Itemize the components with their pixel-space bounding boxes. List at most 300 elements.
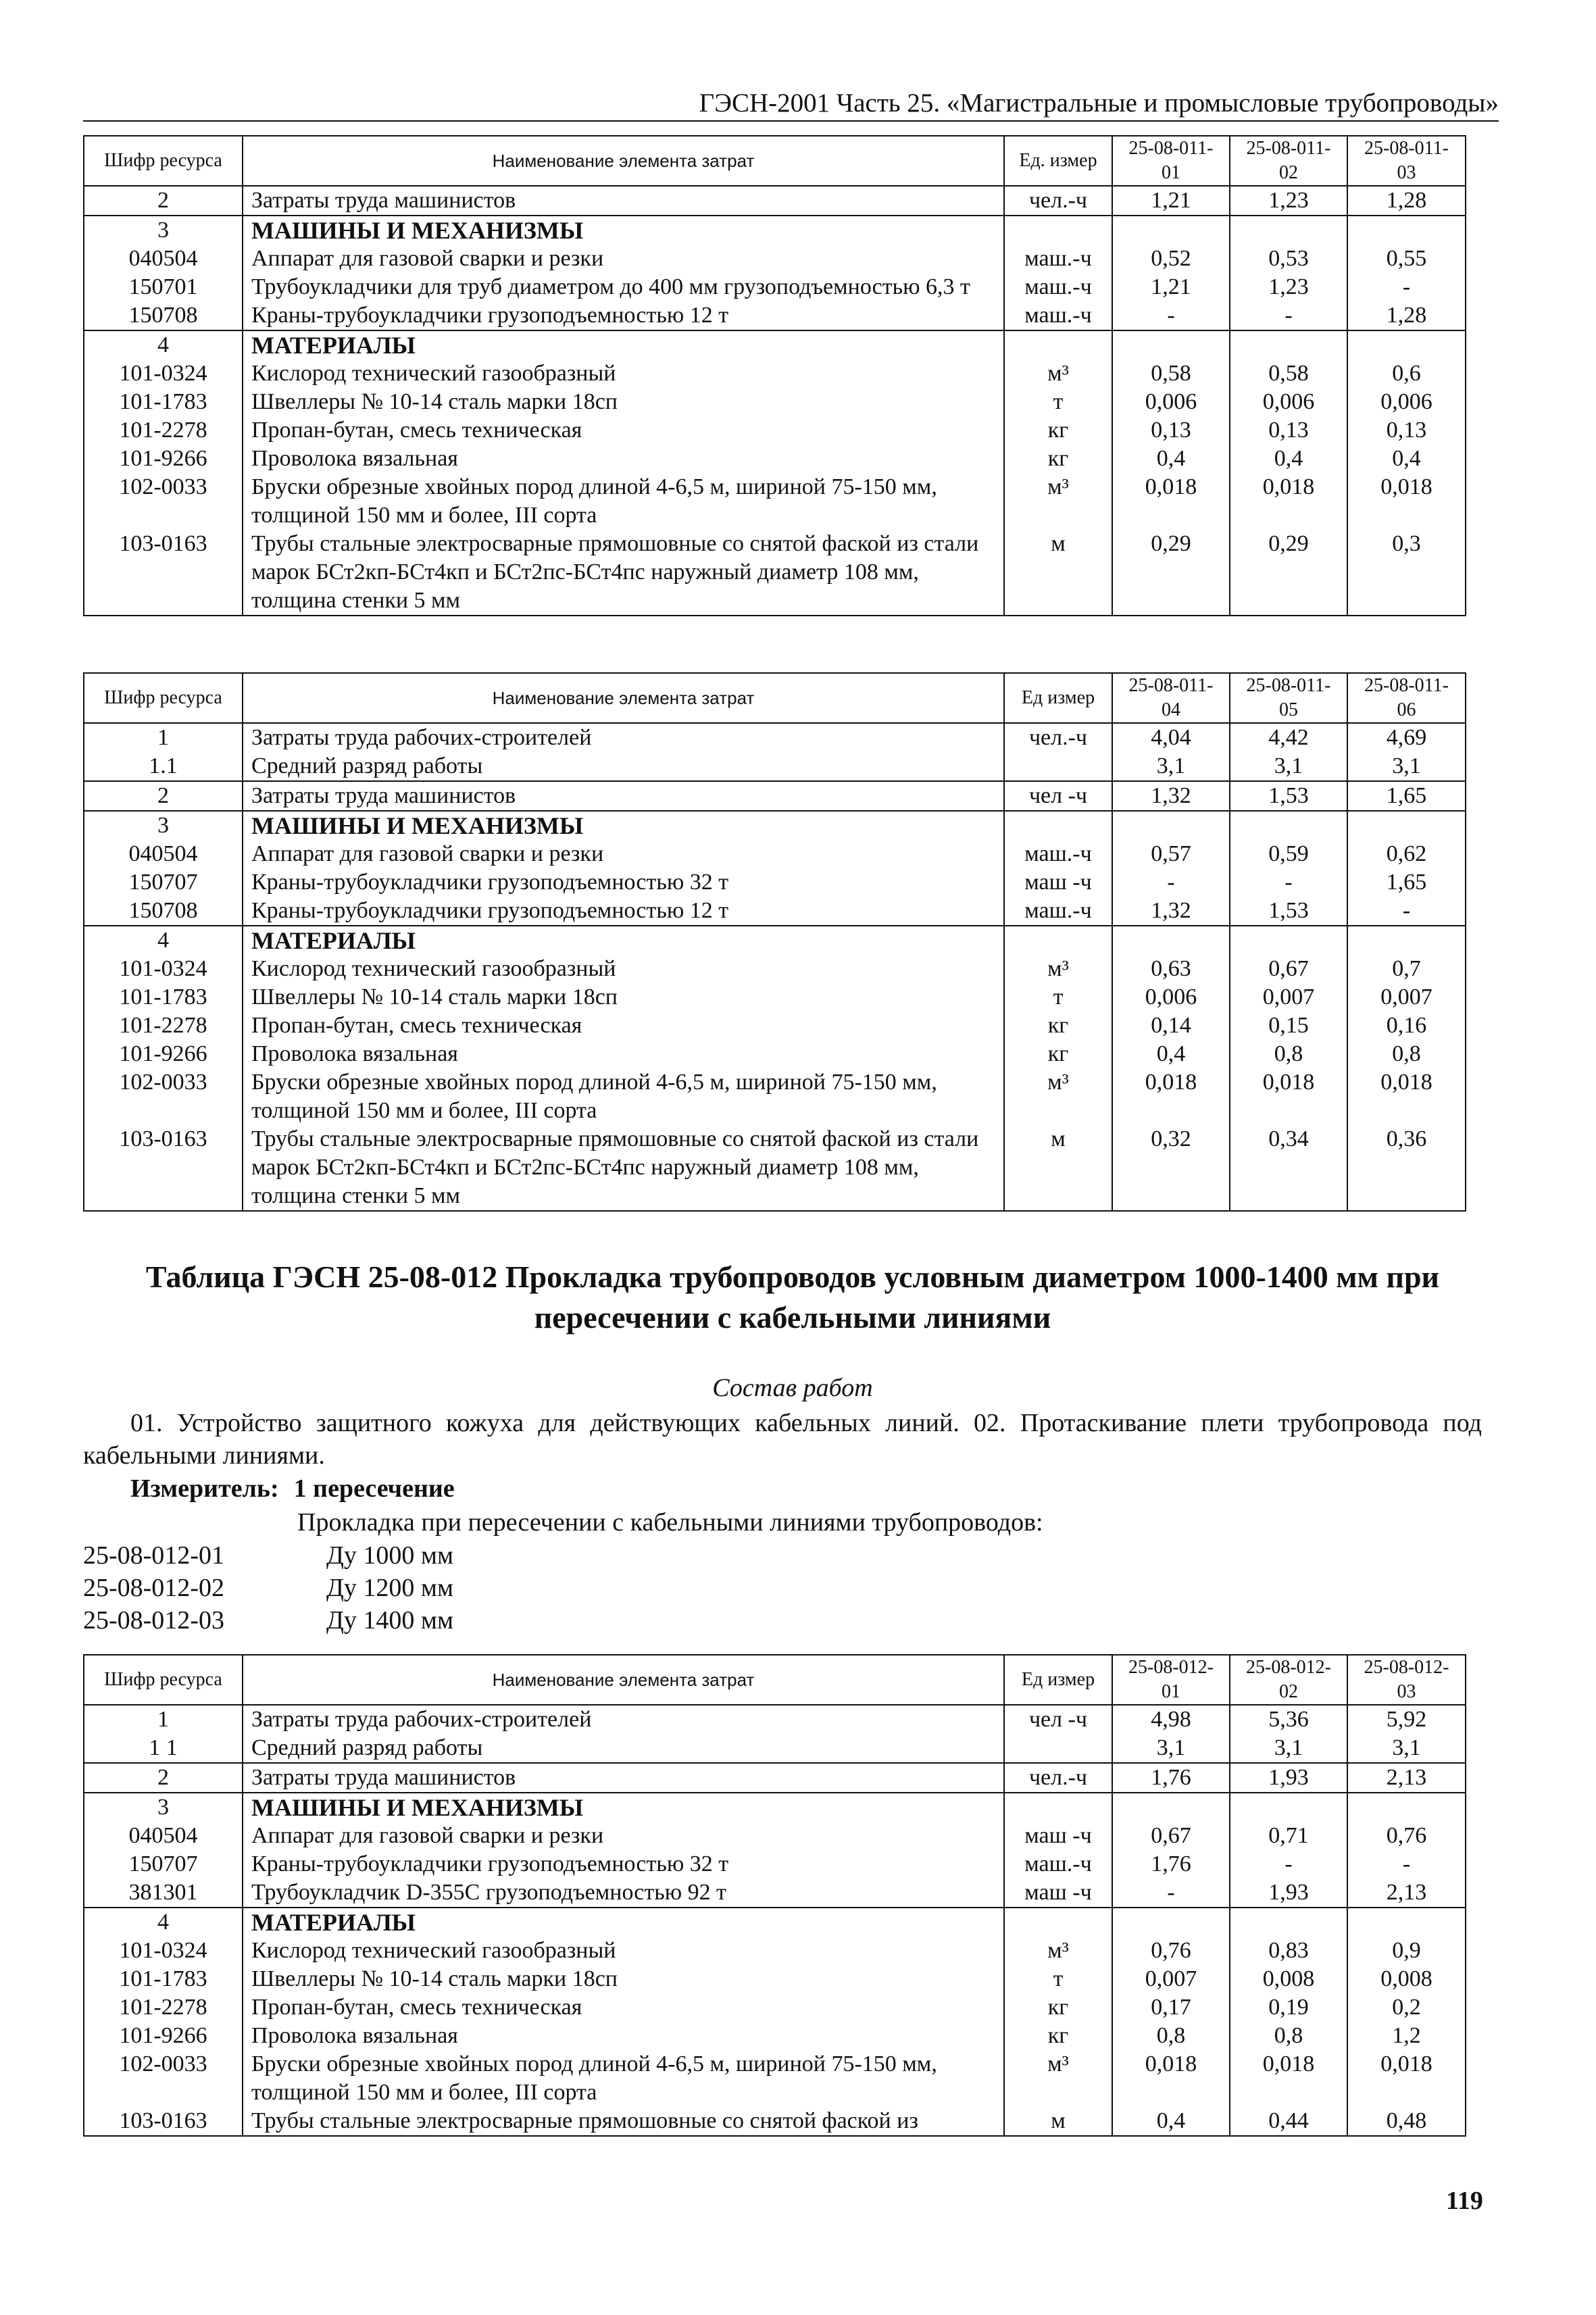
value-col-2 xyxy=(1230,926,1347,955)
table-row xyxy=(84,1763,1466,1793)
resource-name: Трубоукладчик D-355C грузоподъемностью 92 т xyxy=(243,1878,1004,1908)
resource-name: Пропан-бутан, смесь техническая xyxy=(243,416,1004,445)
table-row xyxy=(84,868,1466,897)
unit: маш -ч xyxy=(1004,1822,1112,1850)
value-col-3: 0,018 xyxy=(1347,473,1466,530)
unit xyxy=(1004,811,1112,840)
resource-name: МАШИНЫ И МЕХАНИЗМЫ xyxy=(243,1793,1004,1822)
codes-intro: Прокладка при пересечении с кабельными линиями трубопроводов: xyxy=(297,1508,1043,1537)
value-col-3: 0,6 xyxy=(1347,359,1466,388)
resource-code: 103-0163 xyxy=(84,530,243,616)
header-unit: Ед измер xyxy=(1004,1655,1112,1705)
resource-name: Швеллеры № 10-14 сталь марки 18сп xyxy=(243,388,1004,416)
resource-name: МАТЕРИАЛЫ xyxy=(243,1908,1004,1937)
value-col-2: 0,8 xyxy=(1230,2022,1347,2050)
resource-name: Краны-трубоукладчики грузоподъемностью 32 т xyxy=(243,1850,1004,1878)
table-row xyxy=(84,1012,1466,1040)
resource-name: Средний разряд работы xyxy=(243,1734,1004,1763)
table-header-row xyxy=(84,673,1466,723)
value-col-3: 1,28 xyxy=(1347,186,1466,216)
works-description: 01. Устройство защитного кожуха для действующих кабельных линий. 02. Протаскивание плети трубопровода под кабельными линиями. xyxy=(83,1409,1482,1470)
value-col-1: - xyxy=(1112,1878,1230,1908)
resource-name: Пропан-бутан, смесь техническая xyxy=(243,1012,1004,1040)
value-col-3: 3,1 xyxy=(1347,752,1466,781)
header-col-3: 25-08-012-03 xyxy=(1347,1655,1466,1705)
value-col-2: 0,4 xyxy=(1230,445,1347,473)
value-col-2: 0,13 xyxy=(1230,416,1347,445)
header-col-3: 25-08-011-06 xyxy=(1347,673,1466,723)
unit xyxy=(1004,1908,1112,1937)
unit xyxy=(1004,330,1112,359)
unit: кг xyxy=(1004,1040,1112,1068)
value-col-1: 0,006 xyxy=(1112,388,1230,416)
table-header-row xyxy=(84,136,1466,186)
unit: м xyxy=(1004,1125,1112,1211)
resource-name: Трубы стальные электросварные прямошовные со снятой фаской из стали марок БСт2кп-БСт4кп и БСт2пс-БСт4пс наружный диаметр 108 мм, толщина стенки 5 мм xyxy=(243,1125,1004,1211)
list-item xyxy=(83,1604,453,1637)
value-col-2: 0,53 xyxy=(1230,245,1347,273)
unit: чел.-ч xyxy=(1004,723,1112,752)
unit: м xyxy=(1004,2107,1112,2136)
header-name: Наименование элемента затрат xyxy=(243,136,1004,186)
table-row xyxy=(84,811,1466,840)
unit: чел.-ч xyxy=(1004,186,1112,216)
value-col-2 xyxy=(1230,216,1347,245)
value-col-1: 0,4 xyxy=(1112,2107,1230,2136)
resource-code: 102-0033 xyxy=(84,1068,243,1125)
value-col-2: 0,34 xyxy=(1230,1125,1347,1211)
resource-table-25-08-011-part1 xyxy=(83,135,1466,616)
value-col-1: 0,4 xyxy=(1112,1040,1230,1068)
resource-code: 150708 xyxy=(84,897,243,926)
unit: м xyxy=(1004,530,1112,616)
resource-code: 101-0324 xyxy=(84,955,243,983)
value-col-1: 1,21 xyxy=(1112,186,1230,216)
table-row xyxy=(84,388,1466,416)
value-col-2: 0,19 xyxy=(1230,1993,1347,2022)
value-col-3: 0,62 xyxy=(1347,840,1466,868)
value-col-2 xyxy=(1230,811,1347,840)
table-row xyxy=(84,359,1466,388)
value-col-1: 0,76 xyxy=(1112,1937,1230,1965)
value-col-1: 4,04 xyxy=(1112,723,1230,752)
table-header-row xyxy=(84,1655,1466,1705)
value-col-3: 1,65 xyxy=(1347,781,1466,811)
resource-table-25-08-012 xyxy=(83,1654,1466,2137)
value-col-1: 3,1 xyxy=(1112,752,1230,781)
unit xyxy=(1004,1793,1112,1822)
works-heading: Состав работ xyxy=(712,1374,873,1402)
resource-name: Краны-трубоукладчики грузоподъемностью 12 т xyxy=(243,301,1004,330)
resource-code: 040504 xyxy=(84,245,243,273)
unit: маш -ч xyxy=(1004,868,1112,897)
value-col-3: 2,13 xyxy=(1347,1878,1466,1908)
value-col-1: 3,1 xyxy=(1112,1734,1230,1763)
unit: м³ xyxy=(1004,473,1112,530)
table-row xyxy=(84,1878,1466,1908)
unit: маш -ч xyxy=(1004,1878,1112,1908)
resource-name: Кислород технический газообразный xyxy=(243,359,1004,388)
value-col-2 xyxy=(1230,1793,1347,1822)
resource-code: 4 xyxy=(84,926,243,955)
value-col-1: 0,13 xyxy=(1112,416,1230,445)
norm-desc: Ду 1400 мм xyxy=(326,1606,454,1635)
value-col-2: 3,1 xyxy=(1230,1734,1347,1763)
unit: м³ xyxy=(1004,955,1112,983)
unit: чел -ч xyxy=(1004,1705,1112,1734)
resource-name: Затраты труда рабочих-строителей xyxy=(243,1705,1004,1734)
value-col-3: - xyxy=(1347,1850,1466,1878)
table-row xyxy=(84,301,1466,330)
resource-code: 1 xyxy=(84,1705,243,1734)
table-row xyxy=(84,926,1466,955)
table-row xyxy=(84,1705,1466,1734)
header-col-1: 25-08-011-04 xyxy=(1112,673,1230,723)
value-col-1 xyxy=(1112,926,1230,955)
table-row xyxy=(84,983,1466,1012)
table-row xyxy=(84,840,1466,868)
unit xyxy=(1004,216,1112,245)
table-row xyxy=(84,473,1466,530)
table-row xyxy=(84,1125,1466,1211)
resource-code: 103-0163 xyxy=(84,1125,243,1211)
value-col-3: 0,16 xyxy=(1347,1012,1466,1040)
resource-name: Проволока вязальная xyxy=(243,2022,1004,2050)
resource-code: 1 1 xyxy=(84,1734,243,1763)
value-col-2: 0,67 xyxy=(1230,955,1347,983)
resource-code: 1.1 xyxy=(84,752,243,781)
table-row xyxy=(84,752,1466,781)
resource-name: Аппарат для газовой сварки и резки xyxy=(243,840,1004,868)
resource-name: Средний разряд работы xyxy=(243,752,1004,781)
value-col-2 xyxy=(1230,1908,1347,1937)
header-unit: Ед. измер xyxy=(1004,136,1112,186)
resource-code: 2 xyxy=(84,186,243,216)
resource-code: 150707 xyxy=(84,1850,243,1878)
table-row xyxy=(84,1993,1466,2022)
table-row xyxy=(84,1937,1466,1965)
value-col-2: 0,71 xyxy=(1230,1822,1347,1850)
header-unit: Ед измер xyxy=(1004,673,1112,723)
value-col-3 xyxy=(1347,1908,1466,1937)
resource-code: 101-2278 xyxy=(84,1993,243,2022)
norm-codes-list xyxy=(83,1539,453,1637)
unit: кг xyxy=(1004,416,1112,445)
unit: маш.-ч xyxy=(1004,1850,1112,1878)
unit: маш.-ч xyxy=(1004,301,1112,330)
resource-name: МАТЕРИАЛЫ xyxy=(243,330,1004,359)
resource-code: 2 xyxy=(84,781,243,811)
value-col-3: 0,018 xyxy=(1347,2050,1466,2107)
unit: кг xyxy=(1004,1012,1112,1040)
resource-code: 101-9266 xyxy=(84,2022,243,2050)
header-col-2: 25-08-012-02 xyxy=(1230,1655,1347,1705)
value-col-3: 2,13 xyxy=(1347,1763,1466,1793)
value-col-2: 0,8 xyxy=(1230,1040,1347,1068)
resource-code: 150708 xyxy=(84,301,243,330)
resource-table-25-08-011-part2 xyxy=(83,672,1466,1212)
value-col-3: 0,9 xyxy=(1347,1937,1466,1965)
resource-code: 102-0033 xyxy=(84,473,243,530)
resource-code: 101-1783 xyxy=(84,388,243,416)
header-name: Наименование элемента затрат xyxy=(243,1655,1004,1705)
table-row xyxy=(84,1965,1466,1993)
value-col-2: 1,23 xyxy=(1230,186,1347,216)
value-col-3 xyxy=(1347,926,1466,955)
value-col-1: 1,32 xyxy=(1112,781,1230,811)
header-col-2: 25-08-011-02 xyxy=(1230,136,1347,186)
value-col-2: 3,1 xyxy=(1230,752,1347,781)
unit: маш.-ч xyxy=(1004,273,1112,301)
value-col-1: 0,29 xyxy=(1112,530,1230,616)
norm-desc: Ду 1200 мм xyxy=(326,1574,454,1602)
table-row xyxy=(84,1793,1466,1822)
value-col-3: 0,76 xyxy=(1347,1822,1466,1850)
resource-name: Пропан-бутан, смесь техническая xyxy=(243,1993,1004,2022)
value-col-3: 1,28 xyxy=(1347,301,1466,330)
page-number: 119 xyxy=(1446,2187,1483,2215)
unit: кг xyxy=(1004,1993,1112,2022)
table-row xyxy=(84,2050,1466,2107)
resource-code: 3 xyxy=(84,811,243,840)
value-col-1: 0,57 xyxy=(1112,840,1230,868)
value-col-3: 0,007 xyxy=(1347,983,1466,1012)
resource-name: МАШИНЫ И МЕХАНИЗМЫ xyxy=(243,811,1004,840)
resource-code: 101-2278 xyxy=(84,416,243,445)
value-col-1: 0,006 xyxy=(1112,983,1230,1012)
table-row xyxy=(84,445,1466,473)
value-col-3: 0,36 xyxy=(1347,1125,1466,1211)
value-col-3: 0,006 xyxy=(1347,388,1466,416)
value-col-1: - xyxy=(1112,301,1230,330)
unit: т xyxy=(1004,983,1112,1012)
table-row xyxy=(84,1040,1466,1068)
unit: чел -ч xyxy=(1004,781,1112,811)
resource-code: 040504 xyxy=(84,1822,243,1850)
resource-name: Затраты труда рабочих-строителей xyxy=(243,723,1004,752)
value-col-1 xyxy=(1112,1908,1230,1937)
unit: чел.-ч xyxy=(1004,1763,1112,1793)
value-col-1 xyxy=(1112,811,1230,840)
value-col-3: - xyxy=(1347,897,1466,926)
table-row xyxy=(84,1068,1466,1125)
resource-code: 040504 xyxy=(84,840,243,868)
norm-code: 25-08-012-02 xyxy=(83,1574,224,1602)
value-col-3: 0,7 xyxy=(1347,955,1466,983)
resource-code: 1 xyxy=(84,723,243,752)
value-col-2: 1,53 xyxy=(1230,781,1347,811)
value-col-2: 4,42 xyxy=(1230,723,1347,752)
value-col-3: 0,018 xyxy=(1347,1068,1466,1125)
value-col-3: 0,2 xyxy=(1347,1993,1466,2022)
value-col-1: 1,76 xyxy=(1112,1763,1230,1793)
resource-name: Кислород технический газообразный xyxy=(243,955,1004,983)
value-col-2: 0,018 xyxy=(1230,1068,1347,1125)
value-col-2: 0,83 xyxy=(1230,1937,1347,1965)
unit xyxy=(1004,1734,1112,1763)
value-col-3: 1,65 xyxy=(1347,868,1466,897)
resource-code: 101-0324 xyxy=(84,1937,243,1965)
resource-code: 101-1783 xyxy=(84,1965,243,1993)
resource-name: Затраты труда машинистов xyxy=(243,1763,1004,1793)
value-col-3: 5,92 xyxy=(1347,1705,1466,1734)
norm-code: 25-08-012-03 xyxy=(83,1606,224,1635)
value-col-2: - xyxy=(1230,301,1347,330)
resource-name: Швеллеры № 10-14 сталь марки 18сп xyxy=(243,1965,1004,1993)
header-name: Наименование элемента затрат xyxy=(243,673,1004,723)
unit: маш.-ч xyxy=(1004,245,1112,273)
value-col-2: 0,29 xyxy=(1230,530,1347,616)
resource-name: Швеллеры № 10-14 сталь марки 18сп xyxy=(243,983,1004,1012)
resource-name: Трубы стальные электросварные прямошовные со снятой фаской из xyxy=(243,2107,1004,2136)
value-col-2: 0,15 xyxy=(1230,1012,1347,1040)
resource-name: Бруски обрезные хвойных пород длиной 4-6,5 м, шириной 75-150 мм, толщиной 150 мм и более, III сорта xyxy=(243,2050,1004,2107)
unit: м³ xyxy=(1004,1068,1112,1125)
meter-line xyxy=(130,1473,455,1504)
table-row xyxy=(84,245,1466,273)
value-col-1: 0,14 xyxy=(1112,1012,1230,1040)
table-row xyxy=(84,1822,1466,1850)
resource-code: 150701 xyxy=(84,273,243,301)
table-body xyxy=(84,1705,1466,2136)
list-item xyxy=(83,1572,453,1604)
resource-code: 102-0033 xyxy=(84,2050,243,2107)
resource-name: Проволока вязальная xyxy=(243,445,1004,473)
table-row xyxy=(84,1734,1466,1763)
value-col-1: 0,018 xyxy=(1112,2050,1230,2107)
table-row xyxy=(84,330,1466,359)
resource-name: Краны-трубоукладчики грузоподъемностью 12 т xyxy=(243,897,1004,926)
value-col-1: 0,63 xyxy=(1112,955,1230,983)
table-row xyxy=(84,2107,1466,2136)
header-code: Шифр ресурса xyxy=(84,136,243,186)
value-col-3: 0,3 xyxy=(1347,530,1466,616)
value-col-2: 1,53 xyxy=(1230,897,1347,926)
value-col-1: 1,76 xyxy=(1112,1850,1230,1878)
resource-code: 381301 xyxy=(84,1878,243,1908)
value-col-3: 0,4 xyxy=(1347,445,1466,473)
value-col-3: 4,69 xyxy=(1347,723,1466,752)
resource-name: Кислород технический газообразный xyxy=(243,1937,1004,1965)
resource-name: Проволока вязальная xyxy=(243,1040,1004,1068)
resource-name: Трубоукладчики для труб диаметром до 400 мм грузоподъемностью 6,3 т xyxy=(243,273,1004,301)
resource-code: 4 xyxy=(84,1908,243,1937)
table-row xyxy=(84,781,1466,811)
table-row xyxy=(84,2022,1466,2050)
value-col-3: 0,008 xyxy=(1347,1965,1466,1993)
table-row xyxy=(84,273,1466,301)
table-row xyxy=(84,723,1466,752)
value-col-3: 0,8 xyxy=(1347,1040,1466,1068)
value-col-1: 0,4 xyxy=(1112,445,1230,473)
resource-code: 101-9266 xyxy=(84,1040,243,1068)
resource-name: Затраты труда машинистов xyxy=(243,781,1004,811)
unit: т xyxy=(1004,1965,1112,1993)
value-col-1: 0,007 xyxy=(1112,1965,1230,1993)
list-item xyxy=(83,1539,453,1572)
value-col-2: 0,018 xyxy=(1230,2050,1347,2107)
unit: м³ xyxy=(1004,1937,1112,1965)
value-col-3: - xyxy=(1347,273,1466,301)
resource-code: 4 xyxy=(84,330,243,359)
unit: кг xyxy=(1004,445,1112,473)
value-col-2: 1,23 xyxy=(1230,273,1347,301)
resource-code: 3 xyxy=(84,1793,243,1822)
meter-label: Измеритель: xyxy=(130,1474,279,1503)
resource-code: 2 xyxy=(84,1763,243,1793)
resource-name: МАТЕРИАЛЫ xyxy=(243,926,1004,955)
value-col-2: - xyxy=(1230,1850,1347,1878)
header-col-2: 25-08-011-05 xyxy=(1230,673,1347,723)
value-col-2: 0,59 xyxy=(1230,840,1347,868)
table-row xyxy=(84,216,1466,245)
value-col-1 xyxy=(1112,330,1230,359)
header-code: Шифр ресурса xyxy=(84,1655,243,1705)
value-col-1: 0,32 xyxy=(1112,1125,1230,1211)
value-col-1: 0,67 xyxy=(1112,1822,1230,1850)
running-header: ГЭСН-2001 Часть 25. «Магистральные и промысловые трубопроводы» xyxy=(83,86,1499,122)
value-col-1 xyxy=(1112,216,1230,245)
unit: маш.-ч xyxy=(1004,897,1112,926)
value-col-3 xyxy=(1347,330,1466,359)
unit: т xyxy=(1004,388,1112,416)
unit xyxy=(1004,926,1112,955)
value-col-1: - xyxy=(1112,868,1230,897)
value-col-3: 0,55 xyxy=(1347,245,1466,273)
value-col-3: 1,2 xyxy=(1347,2022,1466,2050)
table-row xyxy=(84,1850,1466,1878)
norm-code: 25-08-012-01 xyxy=(83,1541,224,1570)
header-col-1: 25-08-011-01 xyxy=(1112,136,1230,186)
table-row xyxy=(84,186,1466,216)
resource-code: 103-0163 xyxy=(84,2107,243,2136)
value-col-2: 0,58 xyxy=(1230,359,1347,388)
value-col-3 xyxy=(1347,216,1466,245)
unit: маш.-ч xyxy=(1004,840,1112,868)
resource-name: Бруски обрезные хвойных пород длиной 4-6,5 м, шириной 75-150 мм, толщиной 150 мм и более, III сорта xyxy=(243,473,1004,530)
unit xyxy=(1004,752,1112,781)
header-col-1: 25-08-012-01 xyxy=(1112,1655,1230,1705)
value-col-1: 4,98 xyxy=(1112,1705,1230,1734)
value-col-3: 0,48 xyxy=(1347,2107,1466,2136)
value-col-1 xyxy=(1112,1793,1230,1822)
resource-code: 101-2278 xyxy=(84,1012,243,1040)
value-col-2: 1,93 xyxy=(1230,1878,1347,1908)
resource-code: 150707 xyxy=(84,868,243,897)
resource-name: Трубы стальные электросварные прямошовные со снятой фаской из стали марок БСт2кп-БСт4кп и БСт2пс-БСт4пс наружный диаметр 108 мм, толщина стенки 5 мм xyxy=(243,530,1004,616)
section-title: Таблица ГЭСН 25-08-012 Прокладка трубопроводов условным диаметром 1000-1400 мм при пересечении с кабельными линиями xyxy=(145,1260,1440,1335)
resource-name: МАШИНЫ И МЕХАНИЗМЫ xyxy=(243,216,1004,245)
resource-name: Аппарат для газовой сварки и резки xyxy=(243,245,1004,273)
norm-desc: Ду 1000 мм xyxy=(326,1541,454,1570)
value-col-2: 0,008 xyxy=(1230,1965,1347,1993)
resource-name: Аппарат для газовой сварки и резки xyxy=(243,1822,1004,1850)
value-col-2: 0,44 xyxy=(1230,2107,1347,2136)
value-col-2: 1,93 xyxy=(1230,1763,1347,1793)
table-row xyxy=(84,416,1466,445)
value-col-1: 0,52 xyxy=(1112,245,1230,273)
value-col-2 xyxy=(1230,330,1347,359)
value-col-3: 0,13 xyxy=(1347,416,1466,445)
header-col-3: 25-08-011-03 xyxy=(1347,136,1466,186)
value-col-3 xyxy=(1347,811,1466,840)
table-row xyxy=(84,955,1466,983)
value-col-2: 0,006 xyxy=(1230,388,1347,416)
resource-name: Краны-трубоукладчики грузоподъемностью 32 т xyxy=(243,868,1004,897)
value-col-3 xyxy=(1347,1793,1466,1822)
value-col-1: 0,58 xyxy=(1112,359,1230,388)
table-row xyxy=(84,530,1466,616)
